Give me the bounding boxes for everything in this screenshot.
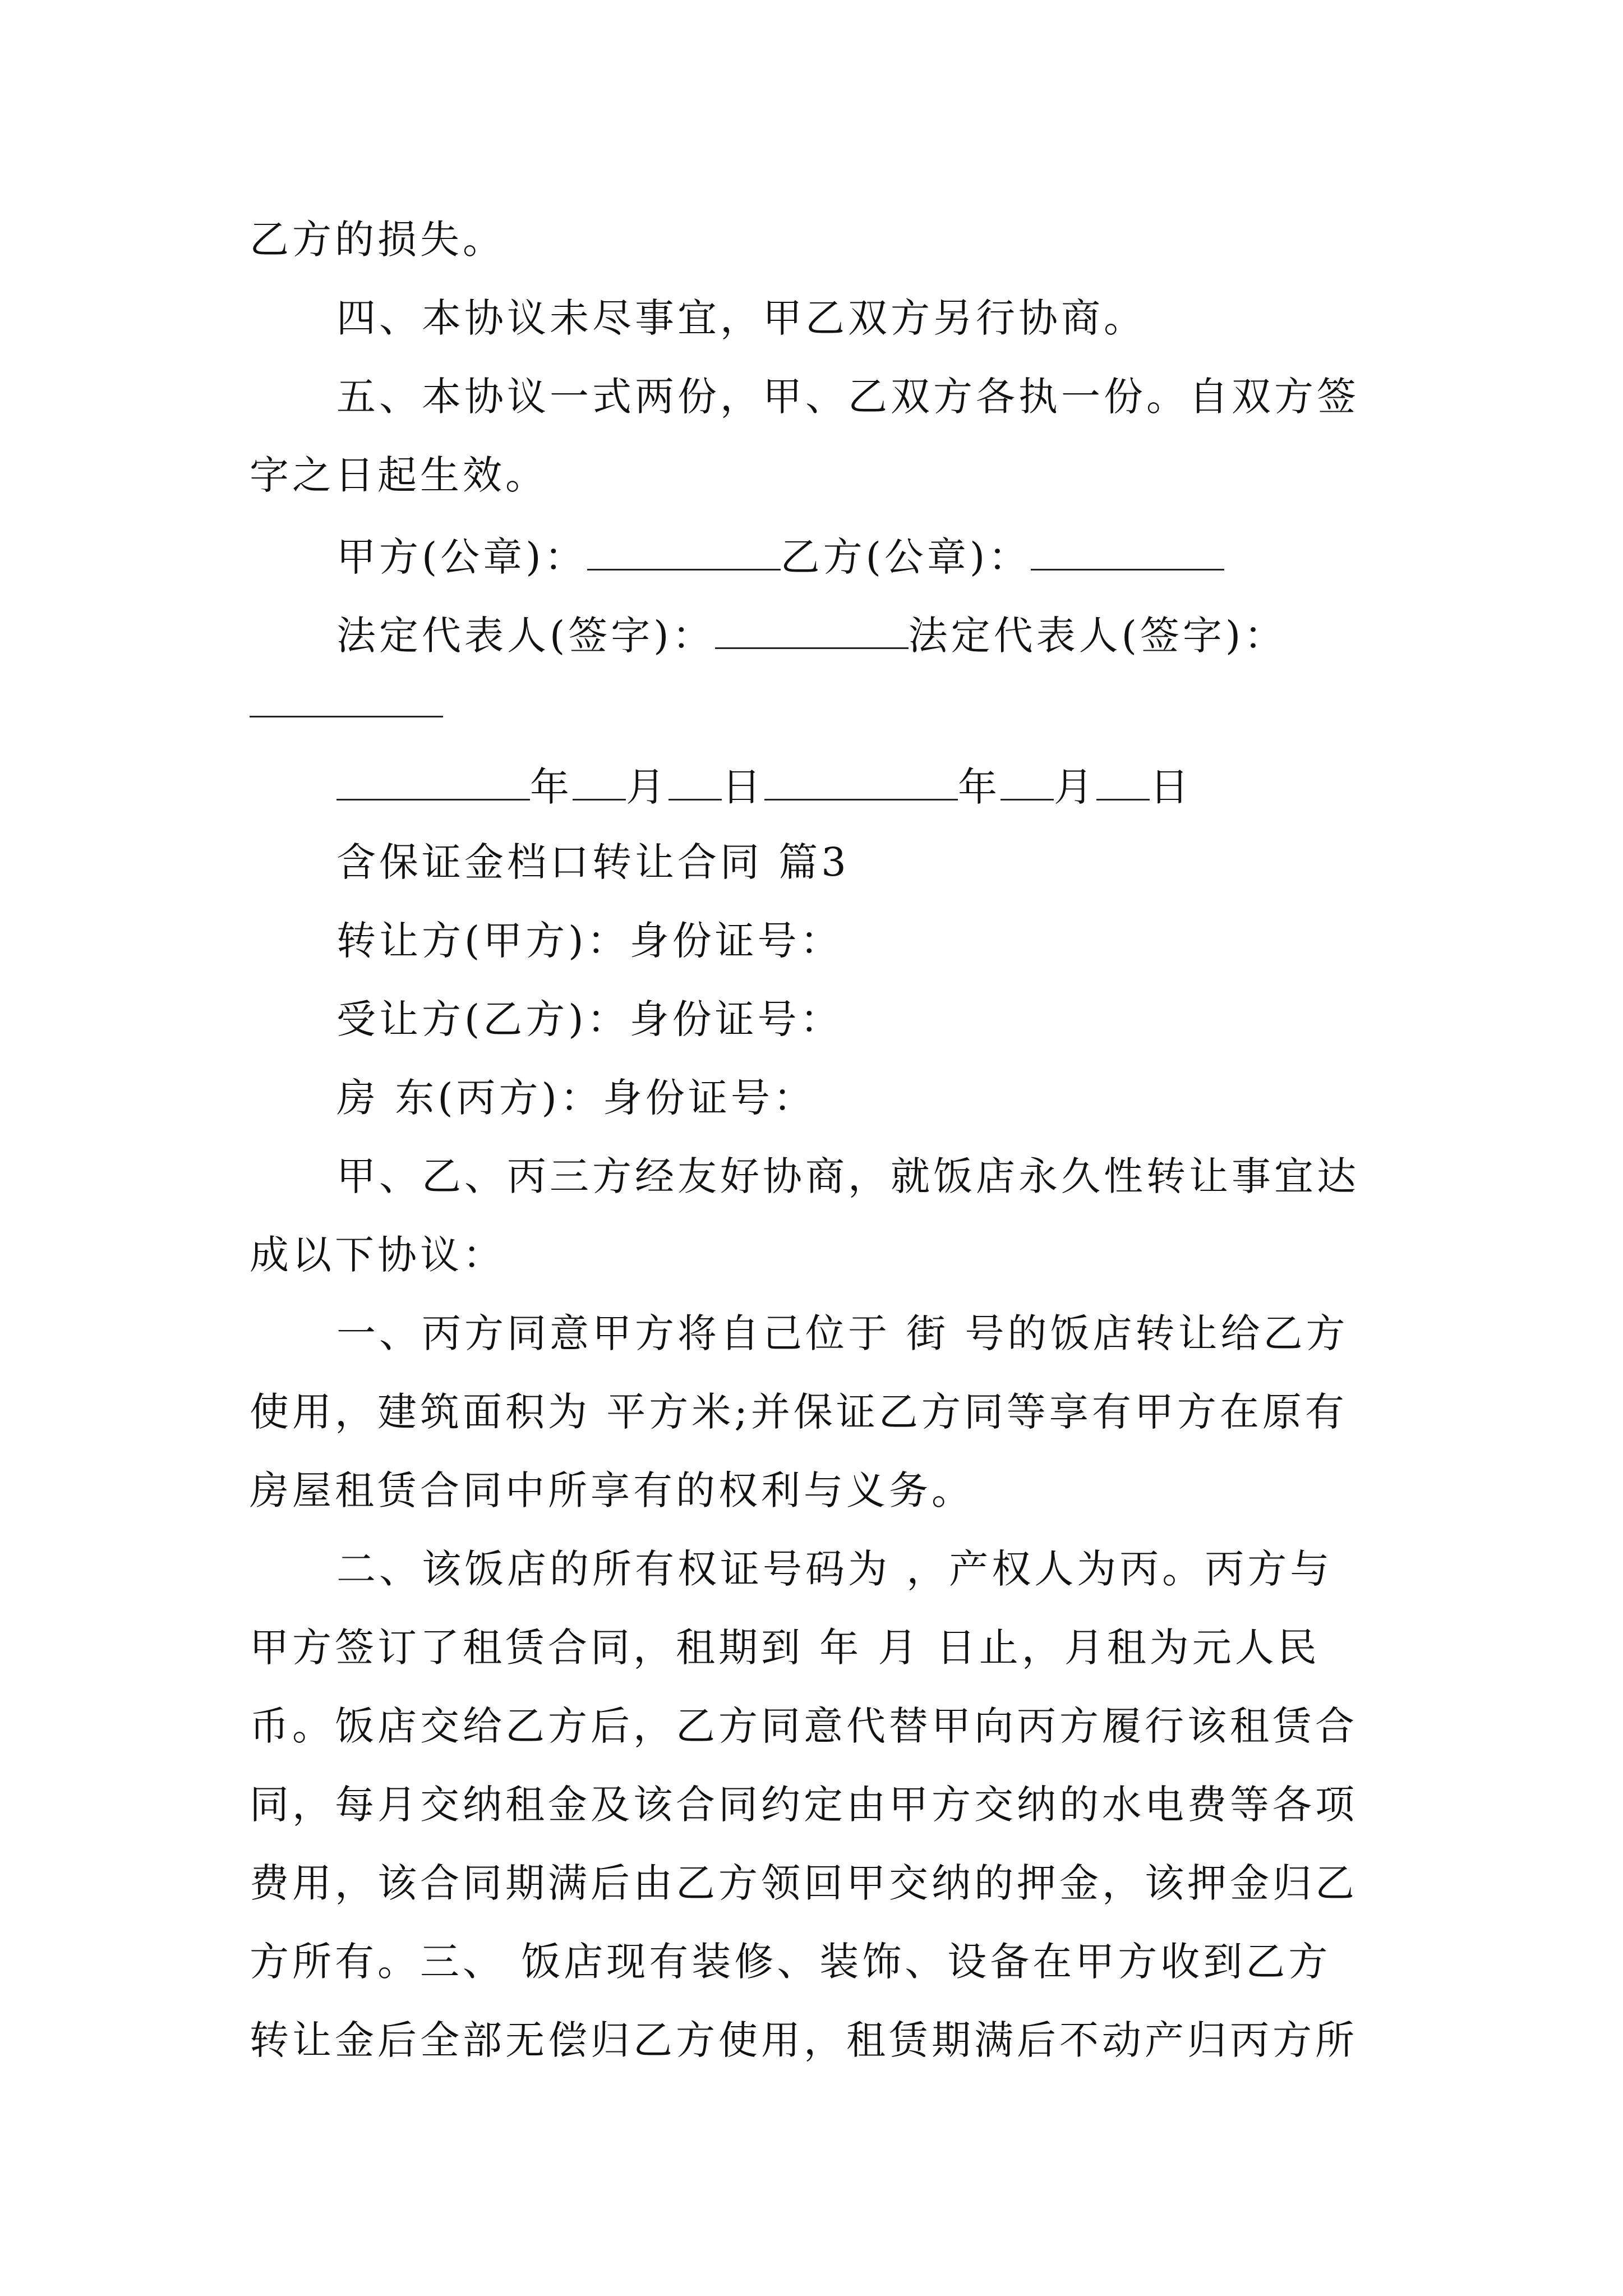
legal-rep-a-label: 法定代表人(签字)：: [336, 613, 715, 659]
date-b-month-blank: [1000, 758, 1054, 800]
seal-signature-line: [336, 528, 1224, 582]
paragraph-line: 甲、乙、丙三方经友好协商，就饭店永久性转让事宜达: [336, 1153, 1359, 1199]
party-line: 受让方(乙方)：身份证号：: [336, 996, 843, 1042]
legal-rep-a-blank: [715, 607, 909, 649]
date-day-label: 日: [1150, 764, 1192, 810]
date-month-label: 月: [1054, 764, 1096, 810]
party-a-seal-blank: [587, 528, 781, 570]
paragraph-line: 同，每月交纳租金及该合同约定由甲方交纳的水电费等各项: [250, 1782, 1358, 1828]
date-signature-line: [336, 758, 1192, 812]
paragraph-line: 字之日起生效。: [250, 452, 548, 498]
party-line: 转让方(甲方)：身份证号：: [336, 918, 843, 964]
paragraph-line: 四、本协议未尽事宜，甲乙双方另行协商。: [336, 295, 1146, 341]
paragraph-line: 费用，该合同期满后由乙方领回甲交纳的押金，该押金归乙: [250, 1860, 1358, 1906]
paragraph-line: 乙方的损失。: [250, 217, 505, 263]
date-a-month-blank: [573, 758, 626, 800]
section-title: 含保证金档口转让合同 篇3: [336, 839, 850, 885]
legal-rep-b-label: 法定代表人(签字)：: [908, 613, 1287, 659]
party-b-seal-label: 乙方(公章)：: [780, 534, 1031, 580]
party-line: 房 东(丙方)：身份证号：: [336, 1075, 816, 1121]
legal-rep-signature-line: [336, 607, 1287, 661]
date-day-label: 日: [722, 764, 764, 810]
paragraph-line: 币。饭店交给乙方后，乙方同意代替甲向丙方履行该租赁合: [250, 1703, 1358, 1749]
paragraph-line: 甲方签订了租赁合同，租期到 年 月 日止，月租为元人民: [250, 1625, 1320, 1671]
paragraph-line: 使用，建筑面积为 平方米;并保证乙方同等享有甲方在原有: [250, 1389, 1348, 1435]
party-a-seal-label: 甲方(公章)：: [336, 534, 587, 580]
date-a-day-blank: [668, 758, 722, 800]
paragraph-line: 房屋租赁合同中所享有的权利与义务。: [250, 1467, 974, 1513]
paragraph-line: 二、该饭店的所有权证号码为 ，产权人为丙。丙方与: [336, 1546, 1333, 1592]
legal-rep-b-blank: [250, 716, 443, 717]
date-month-label: 月: [626, 764, 668, 810]
date-b-year-blank: [764, 758, 958, 800]
paragraph-line: 转让金后全部无偿归乙方使用，租赁期满后不动产归丙方所: [250, 2017, 1358, 2063]
date-b-day-blank: [1096, 758, 1150, 800]
paragraph-line: 成以下协议：: [250, 1232, 505, 1278]
paragraph-line: 一、丙方同意甲方将自己位于 街 号的饭店转让给乙方: [336, 1310, 1349, 1356]
party-b-seal-blank: [1031, 528, 1224, 570]
date-year-label: 年: [958, 764, 1000, 810]
date-year-label: 年: [530, 764, 573, 810]
paragraph-line: 五、本协议一式两份，甲、乙双方各执一份。自双方签: [336, 374, 1359, 420]
paragraph-line: 方所有。三、 饭店现有装修、装饰、设备在甲方收到乙方: [250, 1939, 1331, 1985]
date-a-year-blank: [336, 758, 530, 800]
